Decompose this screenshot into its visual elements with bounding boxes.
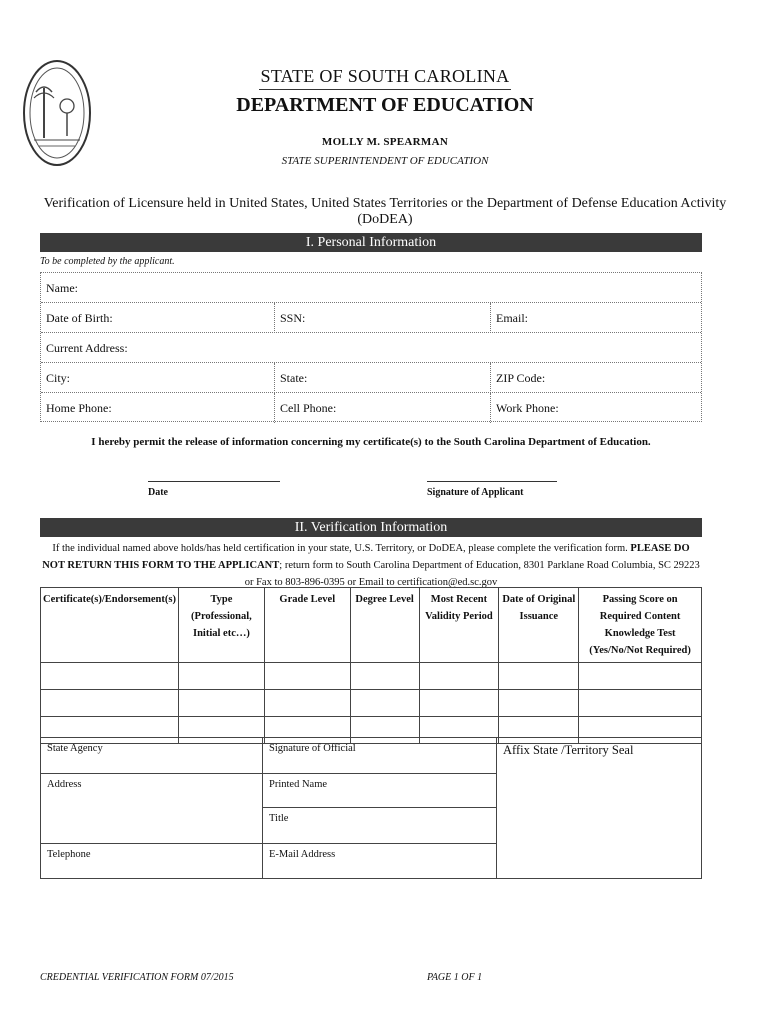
city-field[interactable]: City:: [46, 371, 71, 385]
col-validity-period: Most Recent Validity Period: [419, 588, 499, 663]
dob-row: [41, 303, 701, 333]
ssn-field[interactable]: SSN:: [274, 303, 490, 333]
table-header-row: [41, 588, 702, 663]
home-phone-field[interactable]: Home Phone:: [46, 401, 112, 415]
zip-field[interactable]: ZIP Code:: [490, 363, 703, 393]
official-signature-field[interactable]: Signature of Official: [263, 738, 497, 774]
table-row: [41, 663, 702, 690]
verification-table: [40, 587, 702, 744]
col-degree-level: Degree Level: [350, 588, 419, 663]
table-cell[interactable]: [499, 663, 579, 690]
form-title: Verification of Licensure held in United States, United States Territories or the Department of Defense Education Activity (DoDEA): [43, 196, 727, 227]
department-heading: DEPARTMENT OF EDUCATION: [236, 94, 534, 116]
agency-verification-box: [40, 737, 702, 879]
official-title-field[interactable]: Title: [263, 808, 497, 844]
table-cell[interactable]: [178, 690, 264, 717]
section-personal-info-header: I. Personal Information: [40, 233, 702, 252]
table-cell[interactable]: [41, 663, 179, 690]
col-certificate: Certificate(s)/Endorsement(s): [41, 588, 179, 663]
state-field[interactable]: State:: [274, 363, 490, 393]
table-cell[interactable]: [579, 690, 702, 717]
table-cell[interactable]: [579, 663, 702, 690]
agency-telephone-field[interactable]: Telephone: [41, 844, 263, 878]
signature-label: Signature of Applicant: [427, 487, 524, 498]
address-row: [41, 333, 701, 363]
phone-row: [41, 393, 701, 423]
printed-name-field[interactable]: Printed Name: [263, 774, 497, 808]
page-number: PAGE 1 OF 1: [427, 972, 483, 983]
table-cell[interactable]: [264, 690, 350, 717]
work-phone-field[interactable]: Work Phone:: [490, 393, 703, 423]
section-verification-header: II. Verification Information: [40, 518, 702, 537]
applicant-signature-line[interactable]: [427, 481, 557, 482]
table-cell[interactable]: [41, 690, 179, 717]
verification-instructions: If the individual named above holds/has held certification in your state, U.S. Territory, or DoDEA, please complete the verification form. PLEASE DO NOT RETURN THIS FORM TO THE APPLICANT; return form to South Carolina Department of Education, 8301 Parklane Road Columbia, SC 29223 or Fax to 803-896-0395 or Email to certification@ed.sc.gov: [42, 543, 700, 588]
seal-area[interactable]: Affix State /Territory Seal: [503, 743, 634, 757]
state-heading: STATE OF SOUTH CAROLINA: [0, 66, 770, 90]
personal-info-grid: [40, 272, 702, 422]
applicant-note: To be completed by the applicant.: [40, 256, 175, 267]
col-grade-level: Grade Level: [264, 588, 350, 663]
form-identifier: CREDENTIAL VERIFICATION FORM 07/2015: [40, 972, 234, 983]
superintendent-name: MOLLY M. SPEARMAN: [321, 136, 449, 148]
table-cell[interactable]: [350, 663, 419, 690]
name-field[interactable]: Name:: [46, 281, 78, 295]
table-cell[interactable]: [419, 690, 499, 717]
agency-address-field[interactable]: Address: [41, 774, 263, 844]
official-email-field[interactable]: E-Mail Address: [263, 844, 497, 878]
col-original-issuance: Date of Original Issuance: [499, 588, 579, 663]
superintendent-title: STATE SUPERINTENDENT OF EDUCATION: [281, 155, 489, 167]
date-label: Date: [148, 487, 168, 498]
table-cell[interactable]: [419, 663, 499, 690]
table-cell[interactable]: [350, 690, 419, 717]
city-row: [41, 363, 701, 393]
state-agency-field[interactable]: State Agency: [41, 738, 263, 774]
cell-phone-field[interactable]: Cell Phone:: [274, 393, 490, 423]
email-field[interactable]: Email:: [490, 303, 703, 333]
address-field[interactable]: Current Address:: [46, 341, 128, 355]
col-type: Type (Professional, Initial etc…): [178, 588, 264, 663]
table-cell[interactable]: [178, 663, 264, 690]
table-cell[interactable]: [264, 663, 350, 690]
col-passing-score: Passing Score on Required Content Knowledge Test (Yes/No/Not Required): [579, 588, 702, 663]
date-signature-line[interactable]: [148, 481, 280, 482]
name-row: [41, 273, 701, 303]
table-row: [41, 690, 702, 717]
release-permission-statement: I hereby permit the release of information concerning my certificate(s) to the South Carolina Department of Education.: [91, 436, 651, 448]
dob-field[interactable]: Date of Birth:: [46, 311, 113, 325]
table-cell[interactable]: [499, 690, 579, 717]
